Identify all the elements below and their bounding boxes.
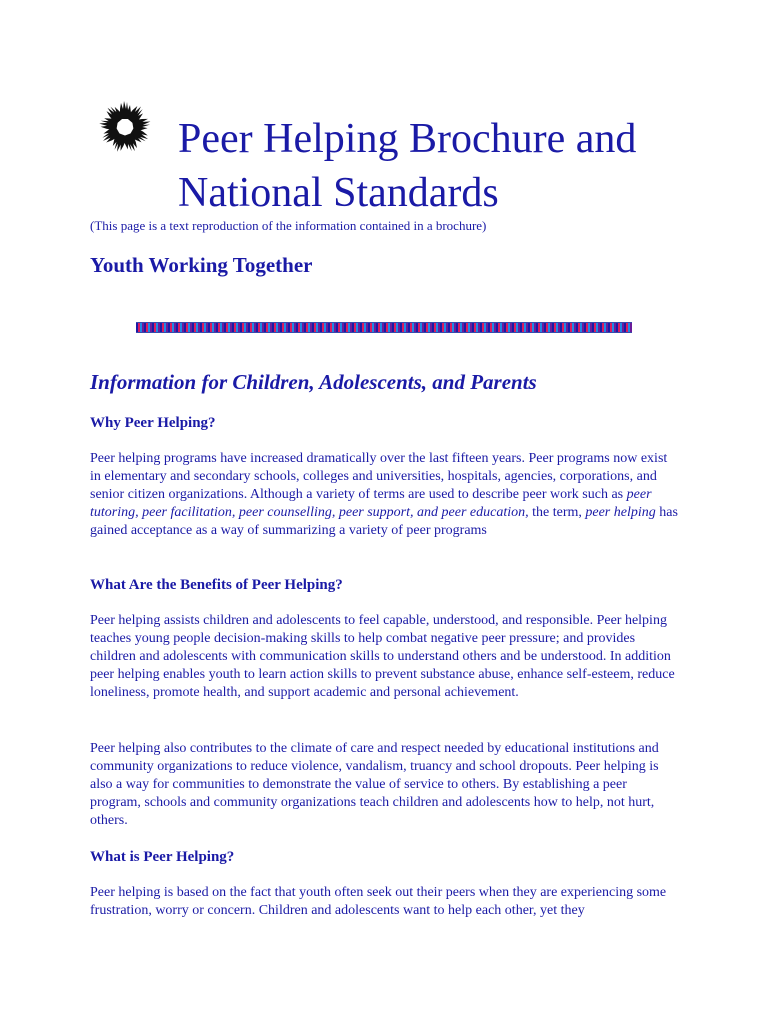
paragraph-what-is-peer-helping: Peer helping is based on the fact that youth often seek out their peers when they are experiencing some frustration, worry or concern. Children and adolescents want to help each other, yet they <box>90 885 667 918</box>
heading-what-is-peer-helping: What is Peer Helping? <box>90 849 235 865</box>
paragraph-text: has gained acceptance as a way of summarizing a variety of peer programs <box>90 505 678 538</box>
paragraph-text: the term, <box>528 505 586 520</box>
heading-youth-working-together: Youth Working Together <box>90 253 313 277</box>
paragraph-text: Peer helping programs have increased dramatically over the last fifteen years. Peer programs now exist in elementary and secondary schools, colleges and universities, hospitals, agencies, corporations, and senior citizen organizations. Although a variety of terms are used to describe peer work such as <box>90 451 668 502</box>
heading-benefits: What Are the Benefits of Peer Helping? <box>90 577 343 593</box>
reproduction-note: (This page is a text reproduction of the information contained in a brochure) <box>90 218 487 233</box>
paragraph-benefits-1: Peer helping assists children and adolescents to feel capable, understood, and responsible. Peer helping teaches young people decision-making skills to help combat negative peer pressure; and provides children and adolescents with communication skills to understand others and be understood. In addition peer helping enables youth to learn action skills to prevent substance abuse, enhance self-esteem, reduce loneliness, promote health, and support academic and personal achievement. <box>90 613 675 700</box>
paragraph-italic-terms: peer tutoring, peer facilitation, peer counselling, peer support, and peer education, <box>90 487 652 520</box>
paragraph-why-peer-helping <box>90 450 680 540</box>
circle-of-hands-logo <box>92 96 158 158</box>
paragraph-italic-peer-helping: peer helping <box>585 505 656 520</box>
paragraph-benefits-2: Peer helping also contributes to the climate of care and respect needed by educational institutions and community organizations to reduce violence, vandalism, truancy and school dropouts. Peer helping is also a way for communities to demonstrate the value of service to others. By establishing a peer program, schools and community organizations teach children and adolescents how to help, not hurt, others. <box>90 741 659 828</box>
heading-why-peer-helping: Why Peer Helping? <box>90 415 216 431</box>
document-title: Peer Helping Brochure and National Standards <box>178 116 637 216</box>
decorative-divider <box>136 322 632 333</box>
heading-information: Information for Children, Adolescents, and Parents <box>90 370 537 394</box>
